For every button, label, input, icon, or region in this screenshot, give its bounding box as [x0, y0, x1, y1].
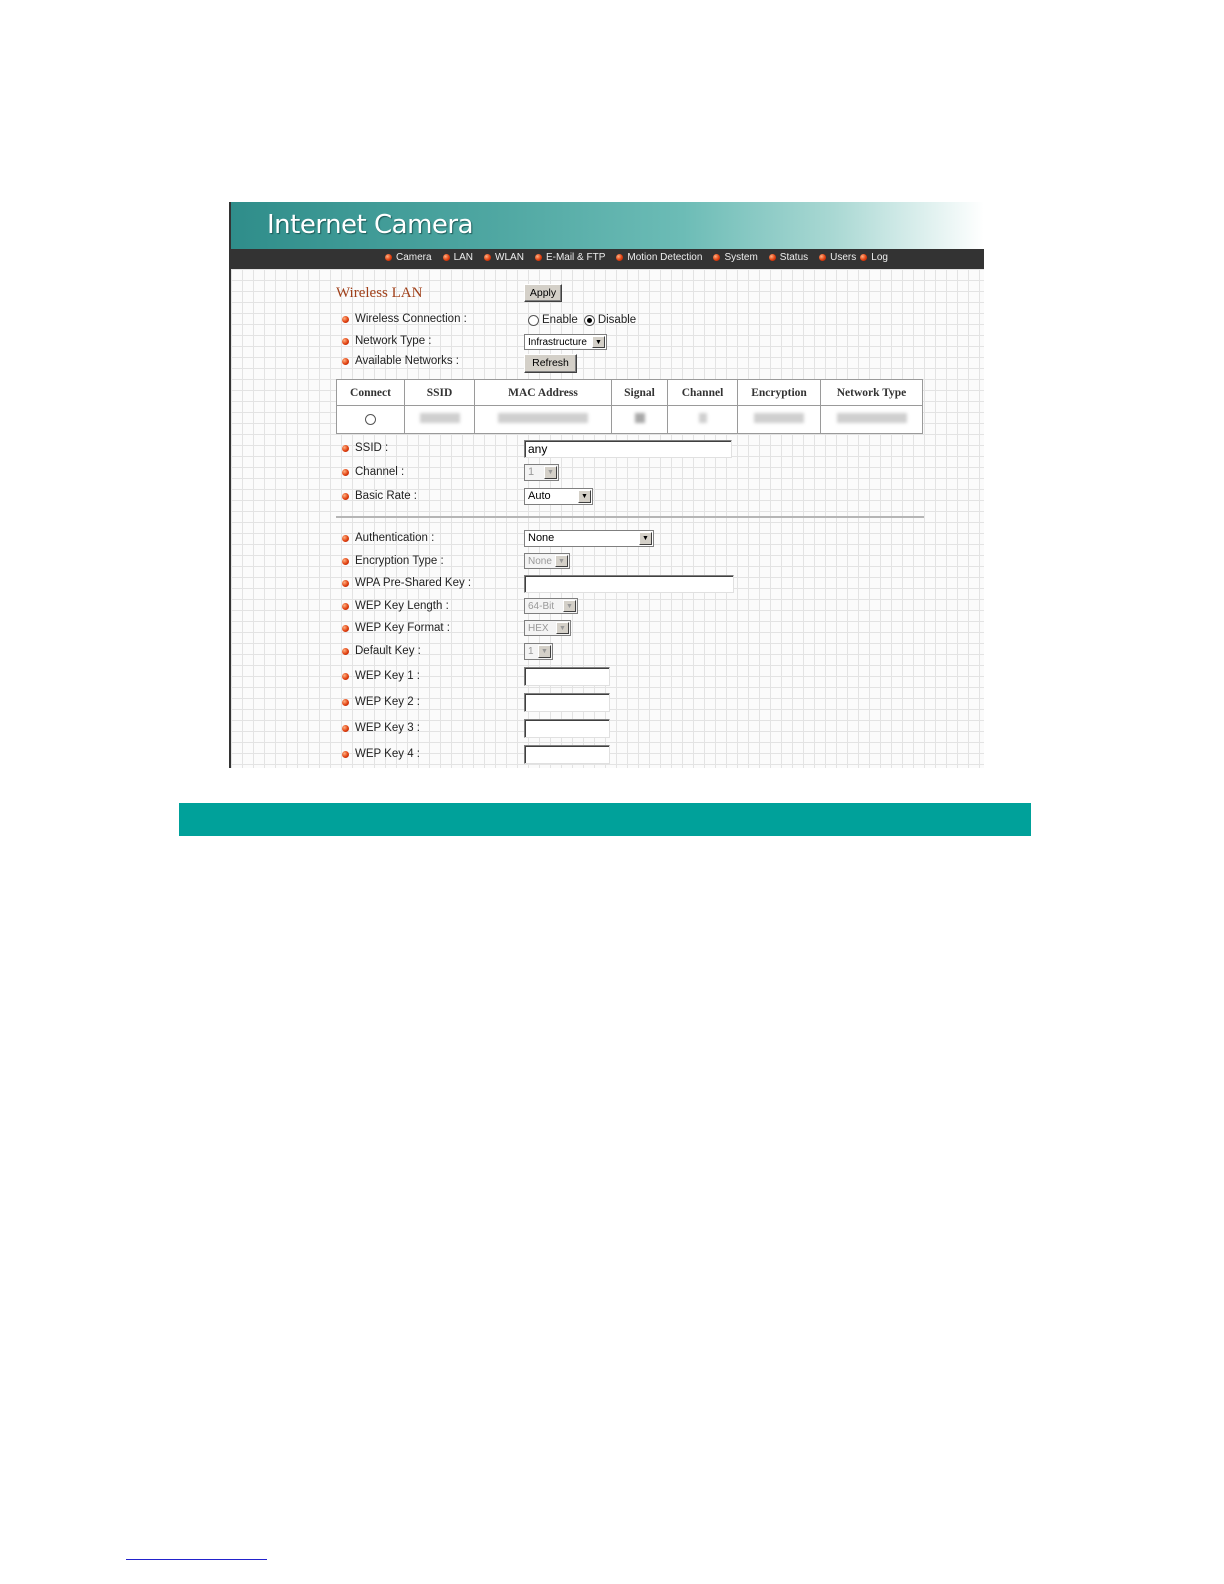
chevron-down-icon: ▼: [555, 555, 568, 567]
wep-key-length-select[interactable]: 64-Bit ▼: [524, 598, 578, 614]
enable-radio[interactable]: [528, 315, 539, 326]
bullet-icon: [443, 254, 450, 261]
wep-key-length-label: WEP Key Length :: [342, 600, 449, 612]
connect-radio[interactable]: [365, 414, 376, 425]
nav-item-users[interactable]: Users: [819, 252, 856, 263]
redacted-value: [754, 413, 804, 423]
chevron-down-icon: ▼: [639, 532, 652, 545]
wireless-connection-options: Enable Disable: [528, 314, 636, 326]
column-header-encryption: Encryption: [738, 380, 821, 406]
basic-rate-select[interactable]: Auto ▼: [524, 488, 593, 505]
bullet-icon: [616, 254, 623, 261]
redacted-value: [498, 413, 588, 423]
bullet-icon: [342, 535, 349, 542]
chevron-down-icon: ▼: [538, 645, 551, 658]
authentication-label: Authentication :: [342, 532, 434, 544]
channel-label: Channel :: [342, 466, 404, 478]
bullet-icon: [342, 648, 349, 655]
ssid-label: SSID :: [342, 442, 388, 454]
bullet-icon: [713, 254, 720, 261]
camera-web-ui-screenshot: [229, 202, 984, 768]
bullet-icon: [342, 580, 349, 587]
channel-select[interactable]: 1 ▼: [524, 464, 559, 481]
wep-key-format-select[interactable]: HEX ▼: [524, 620, 571, 636]
column-header-channel: Channel: [668, 380, 738, 406]
chevron-down-icon: ▼: [563, 600, 576, 612]
redacted-value: [635, 413, 645, 423]
bullet-icon: [342, 445, 349, 452]
column-header-mac: MAC Address: [475, 380, 612, 406]
encryption-cell: [738, 406, 821, 434]
section-bar: [179, 803, 1031, 836]
nav-item-lan[interactable]: LAN: [443, 252, 473, 263]
wireless-connection-label: Wireless Connection :: [342, 313, 467, 325]
network-type-label: Network Type :: [342, 335, 432, 347]
bullet-icon: [819, 254, 826, 261]
wep-key-2-label: WEP Key 2 :: [342, 696, 420, 708]
top-nav: [231, 249, 984, 269]
apply-button[interactable]: Apply: [524, 284, 562, 302]
wep-key-1-input[interactable]: [524, 667, 610, 686]
redacted-value: [699, 413, 707, 423]
column-header-ssid: SSID: [405, 380, 475, 406]
nav-item-wlan[interactable]: WLAN: [484, 252, 524, 263]
bullet-icon: [342, 358, 349, 365]
encryption-type-label: Encryption Type :: [342, 555, 444, 567]
column-header-network-type: Network Type: [821, 380, 923, 406]
nav-item-camera[interactable]: Camera: [385, 252, 432, 263]
network-type-cell: [821, 406, 923, 434]
chevron-down-icon: ▼: [578, 490, 591, 503]
mac-cell: [475, 406, 612, 434]
nav-item-email-ftp[interactable]: E-Mail & FTP: [535, 252, 605, 263]
settings-panel: [231, 269, 984, 768]
channel-cell: [668, 406, 738, 434]
bullet-icon: [342, 673, 349, 680]
disable-radio[interactable]: [584, 315, 595, 326]
network-type-select[interactable]: Infrastructure ▼: [524, 334, 607, 350]
bullet-icon: [342, 603, 349, 610]
wep-key-4-input[interactable]: [524, 745, 610, 764]
app-title: Internet Camera: [267, 210, 474, 240]
table-header-row: [337, 380, 923, 406]
redacted-value: [420, 413, 460, 423]
default-key-label: Default Key :: [342, 645, 421, 657]
connect-cell: [337, 406, 405, 434]
footer-link-underline: [126, 1559, 267, 1560]
wep-key-2-input[interactable]: [524, 693, 610, 712]
ssid-cell: [405, 406, 475, 434]
bullet-icon: [342, 751, 349, 758]
refresh-button[interactable]: Refresh: [524, 354, 577, 373]
bullet-icon: [342, 558, 349, 565]
chevron-down-icon: ▼: [556, 622, 569, 634]
bullet-icon: [342, 469, 349, 476]
bullet-icon: [535, 254, 542, 261]
column-header-connect: Connect: [337, 380, 405, 406]
bullet-icon: [342, 699, 349, 706]
section-divider: [336, 516, 924, 518]
bullet-icon: [342, 338, 349, 345]
bullet-icon: [769, 254, 776, 261]
wep-key-1-label: WEP Key 1 :: [342, 670, 420, 682]
bullet-icon: [342, 625, 349, 632]
chevron-down-icon: ▼: [592, 336, 605, 348]
encryption-type-select[interactable]: None ▼: [524, 553, 570, 569]
ssid-input[interactable]: any: [524, 440, 732, 458]
wep-key-4-label: WEP Key 4 :: [342, 748, 420, 760]
bullet-icon: [342, 316, 349, 323]
wpa-key-input[interactable]: [524, 575, 734, 593]
bullet-icon: [342, 493, 349, 500]
basic-rate-label: Basic Rate :: [342, 490, 417, 502]
wpa-key-label: WPA Pre-Shared Key :: [342, 577, 471, 589]
bullet-icon: [342, 725, 349, 732]
redacted-value: [837, 413, 907, 423]
available-networks-label: Available Networks :: [342, 355, 459, 367]
chevron-down-icon: ▼: [544, 466, 557, 479]
nav-item-status[interactable]: Status: [769, 252, 808, 263]
header-banner: [231, 202, 984, 249]
nav-item-log[interactable]: Log: [860, 252, 888, 263]
bullet-icon: [385, 254, 392, 261]
nav-item-motion-detection[interactable]: Motion Detection: [616, 252, 702, 263]
bullet-icon: [484, 254, 491, 261]
wep-key-3-label: WEP Key 3 :: [342, 722, 420, 734]
wep-key-3-input[interactable]: [524, 719, 610, 738]
bullet-icon: [860, 254, 867, 261]
available-networks-table: [336, 379, 923, 434]
table-row: [337, 406, 923, 434]
default-key-select[interactable]: 1 ▼: [524, 643, 553, 660]
nav-item-system[interactable]: System: [713, 252, 757, 263]
authentication-select[interactable]: None ▼: [524, 530, 654, 547]
column-header-signal: Signal: [612, 380, 668, 406]
page-title: Wireless LAN: [336, 285, 423, 301]
wep-key-format-label: WEP Key Format :: [342, 622, 450, 634]
signal-cell: [612, 406, 668, 434]
